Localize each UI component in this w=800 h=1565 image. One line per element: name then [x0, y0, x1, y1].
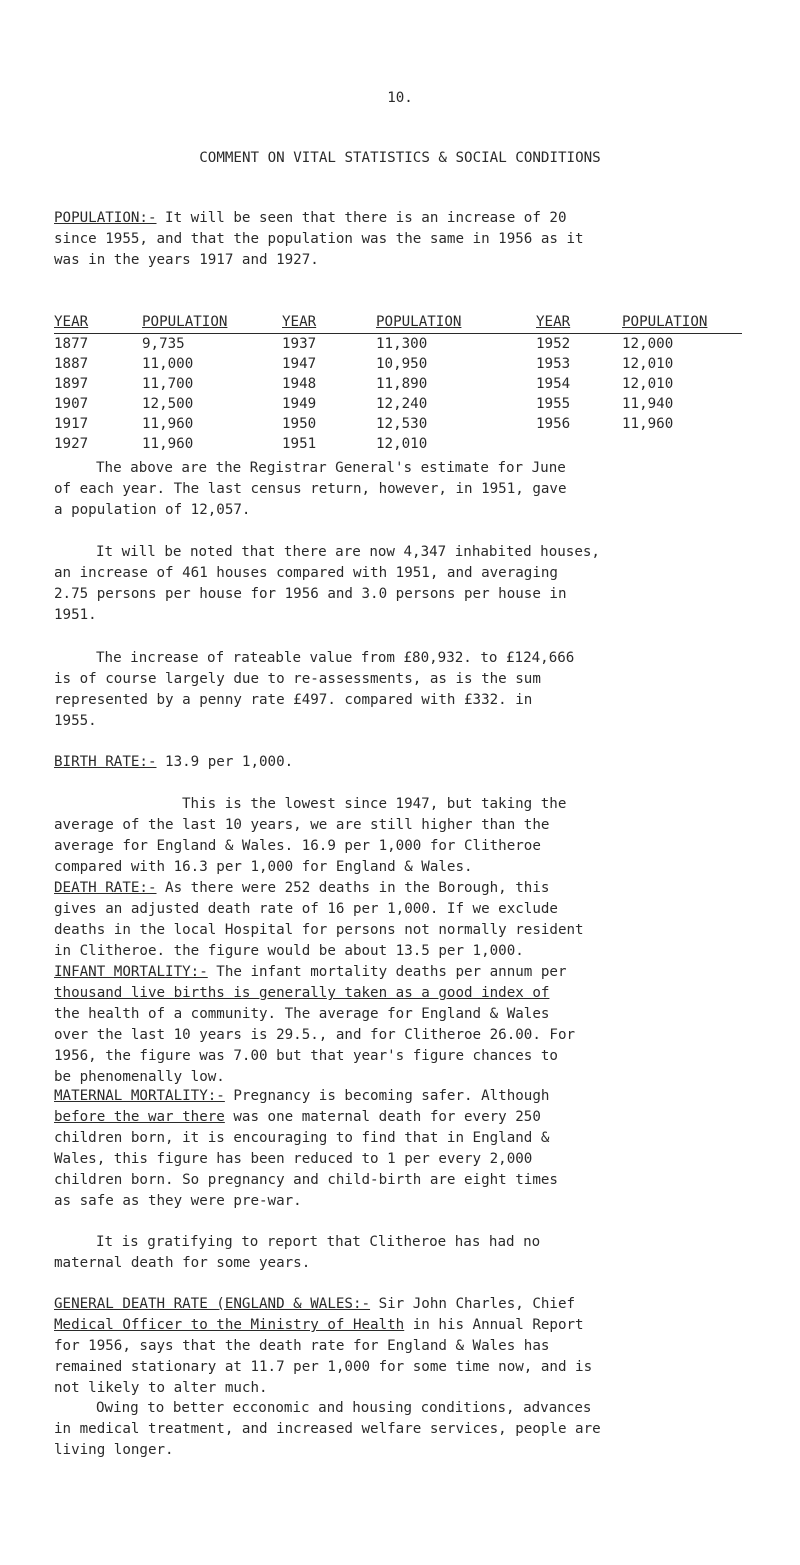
paragraph-line: in medical treatment, and increased welfare services, people are: [54, 1421, 601, 1437]
table-row: [54, 334, 742, 355]
table-cell: 11,960: [142, 416, 194, 432]
table-cell: 1907: [54, 396, 89, 412]
table-cell: [536, 434, 618, 454]
population-table: [54, 311, 742, 454]
paragraph-line: children born, it is encouraging to find that in England &: [54, 1130, 550, 1146]
paragraph-line: average for England & Wales. 16.9 per 1,000 for Clitheroe: [54, 838, 541, 854]
table-row: [54, 374, 742, 394]
table-cell: 11,700: [142, 376, 194, 392]
table-cell: 1956: [536, 416, 571, 432]
birth-rate-heading: BIRTH RATE:-: [54, 754, 157, 770]
paragraph-line: children born. So pregnancy and child-birth are eight times: [54, 1172, 558, 1188]
paragraph-line: remained stationary at 11.7 per 1,000 for some time now, and is: [54, 1359, 593, 1375]
table-cell: 12,530: [376, 416, 428, 432]
paragraph-line: 1955.: [54, 713, 97, 729]
population-section: [54, 208, 784, 271]
table-cell: 1952: [536, 334, 618, 355]
paragraph-line: It is gratifying to report that Clitheroe has had no: [96, 1234, 541, 1250]
table-cell: 12,010: [376, 436, 428, 452]
houses-paragraph: [54, 542, 784, 626]
paragraph-line: compared with 16.3 per 1,000 for England & Wales.: [54, 859, 473, 875]
maternal-mortality-heading: MATERNAL MORTALITY:-: [54, 1088, 225, 1104]
table-cell: 1917: [54, 416, 89, 432]
column-header: POPULATION: [622, 314, 708, 330]
column-header: YEAR: [282, 314, 317, 330]
table-cell: 11,000: [142, 356, 194, 372]
table-cell: 1897: [54, 376, 89, 392]
population-intro-line: It will be seen that there is an increase of 20: [165, 210, 567, 226]
paragraph-line: living longer.: [54, 1442, 174, 1458]
paragraph-line: gives an adjusted death rate of 16 per 1,000. If we exclude: [54, 901, 558, 917]
paragraph-line: be phenomenally low.: [54, 1069, 225, 1085]
death-rate-section: [54, 878, 784, 962]
table-cell: 1948: [282, 376, 317, 392]
population-note: [54, 458, 784, 521]
table-cell: 10,950: [376, 356, 428, 372]
paragraph-line: is of course largely due to re-assessments, as is the sum: [54, 671, 541, 687]
table-header-row: [54, 311, 742, 334]
paragraph-line: over the last 10 years is 29.5., and for Clitheroe 26.00. For: [54, 1027, 576, 1043]
paragraph-line: for 1956, says that the death rate for England & Wales has: [54, 1338, 550, 1354]
note-line: of each year. The last census return, however, in 1951, gave: [54, 481, 567, 497]
table-cell: 1927: [54, 436, 89, 452]
table-row: [54, 434, 742, 454]
death-rate-heading: DEATH RATE:-: [54, 880, 157, 896]
table-cell: 11,300: [364, 334, 536, 355]
paragraph-line: was one maternal death for every 250: [233, 1109, 541, 1125]
maternal-mortality-section: [54, 1086, 784, 1212]
table-cell: 11,940: [622, 396, 674, 412]
table-cell: 1951: [282, 436, 317, 452]
paragraph-line: an increase of 461 houses compared with 1951, and averaging: [54, 565, 558, 581]
table-cell: 12,010: [622, 356, 674, 372]
population-intro-line: since 1955, and that the population was the same in 1956 as it: [54, 231, 584, 247]
table-cell: 1953: [536, 356, 571, 372]
table-cell: 1947: [282, 356, 317, 372]
table-cell: 11,960: [142, 436, 194, 452]
general-death-rate-followup: [54, 1398, 784, 1461]
table-cell: 1887: [54, 356, 89, 372]
column-header: POPULATION: [142, 314, 228, 330]
page-number: 10.: [387, 90, 413, 106]
column-header: YEAR: [536, 314, 571, 330]
table-cell: 12,000: [618, 334, 742, 355]
population-intro-line: was in the years 1917 and 1927.: [54, 252, 319, 268]
general-death-rate-heading: GENERAL DEATH RATE (ENGLAND & WALES:-: [54, 1296, 371, 1312]
maternal-followup-paragraph: [54, 1232, 784, 1274]
table-cell: 12,240: [376, 396, 428, 412]
table-row: [54, 414, 742, 434]
table-cell: 1937: [282, 334, 364, 355]
general-death-rate-section: [54, 1294, 784, 1399]
table-cell: 1950: [282, 416, 317, 432]
note-line: a population of 12,057.: [54, 502, 251, 518]
paragraph-line: Pregnancy is becoming safer. Although: [233, 1088, 550, 1104]
paragraph-line: in Clitheroe. the figure would be about 13.5 per 1,000.: [54, 943, 524, 959]
table-cell: 11,960: [622, 416, 674, 432]
infant-mortality-heading: INFANT MORTALITY:-: [54, 964, 208, 980]
paragraph-line: The infant mortality deaths per annum per: [216, 964, 567, 980]
paragraph-line: It will be noted that there are now 4,347 inhabited houses,: [96, 544, 600, 560]
table-cell: 1955: [536, 396, 571, 412]
table-cell: 1954: [536, 376, 571, 392]
paragraph-line: represented by a penny rate £497. compared with £332. in: [54, 692, 533, 708]
paragraph-line: 2.75 persons per house for 1956 and 3.0 persons per house in: [54, 586, 567, 602]
paragraph-line: As there were 252 deaths in the Borough, this: [165, 880, 550, 896]
paragraph-line: the health of a community. The average for England & Wales: [54, 1006, 550, 1022]
paragraph-line: This is the lowest since 1947, but taking the: [182, 796, 567, 812]
table-cell: 12,500: [142, 396, 194, 412]
population-heading: POPULATION:-: [54, 210, 157, 226]
paragraph-line: thousand live births is generally taken as a good index of: [54, 985, 550, 1001]
general-death-rate-heading-cont: Medical Officer to the Ministry of Health: [54, 1317, 405, 1333]
table-cell: 9,735: [134, 334, 282, 355]
paragraph-line: Wales, this figure has been reduced to 1 per every 2,000: [54, 1151, 533, 1167]
paragraph-line: Sir John Charles, Chief: [378, 1296, 576, 1312]
table-row: [54, 394, 742, 414]
paragraph-line: 1956, the figure was 7.00 but that year's figure chances to: [54, 1048, 558, 1064]
paragraph-line: The increase of rateable value from £80,932. to £124,666: [96, 650, 575, 666]
infant-mortality-section: [54, 962, 784, 1088]
paragraph-line: average of the last 10 years, we are still higher than the: [54, 817, 550, 833]
maternal-mortality-heading-cont: before the war there: [54, 1109, 225, 1125]
table-row: [54, 354, 742, 374]
rateable-value-paragraph: [54, 648, 784, 732]
page-title: COMMENT ON VITAL STATISTICS & SOCIAL CONDITIONS: [199, 150, 601, 166]
table-cell: 12,010: [622, 376, 674, 392]
paragraph-line: not likely to alter much.: [54, 1380, 268, 1396]
paragraph-line: deaths in the local Hospital for persons not normally resident: [54, 922, 584, 938]
birth-rate-value: 13.9 per 1,000.: [165, 754, 294, 770]
column-header: POPULATION: [376, 314, 462, 330]
paragraph-line: in his Annual Report: [412, 1317, 584, 1333]
note-line: The above are the Registrar General's estimate for June: [96, 460, 566, 476]
table-cell: 1949: [282, 396, 317, 412]
paragraph-line: Owing to better ecconomic and housing conditions, advances: [96, 1400, 592, 1416]
birth-rate-section: [54, 752, 784, 773]
paragraph-line: as safe as they were pre-war.: [54, 1193, 302, 1209]
table-cell: 11,890: [376, 376, 428, 392]
paragraph-line: 1951.: [54, 607, 97, 623]
table-cell: [618, 434, 742, 454]
paragraph-line: maternal death for some years.: [54, 1255, 311, 1271]
table-cell: 1877: [54, 334, 134, 355]
column-header: YEAR: [54, 314, 89, 330]
birth-rate-paragraph: [54, 794, 784, 878]
